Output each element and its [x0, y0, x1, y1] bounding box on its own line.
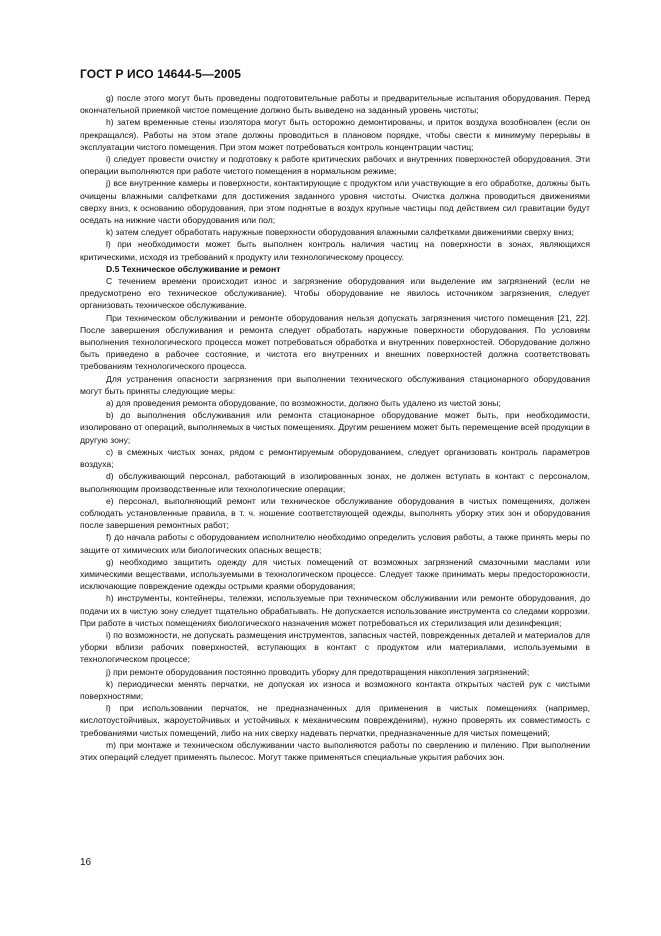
paragraph-intro-3: Для устранения опасности загрязнения при выполнении технического обслуживания стационарного оборудования могут быть приняты следующие меры: [80, 373, 590, 396]
paragraph-l: l) при необходимости может быть выполнен контроль наличия частиц на поверхности в зонах, являющихся критическими, исходя из требований к продукту или технологическому процессу. [80, 239, 590, 262]
list-item-d: d) обслуживающий персонал, работающий в изолированных зонах, не должен вступать в контакт с персоналом, выполняющим производственные или технологические операции; [80, 471, 590, 494]
list-item-a: a) для проведения ремонта оборудование, по возможности, должно быть удалено из чистой зоны; [106, 398, 501, 409]
page-number: 16 [80, 857, 92, 868]
list-item-c: c) в смежных чистых зонах, рядом с ремонтируемым оборудованием, следует организовать контроль параметров воздуха; [80, 446, 590, 470]
paragraph-intro-1: С течением времени происходит износ и загрязнение оборудования или выделение им загрязнений (если не предусмотрено его техническое обслуживание). Чтобы оборудование не явилось источником загрязнения, следует организовать техническое обслуживание. [80, 276, 590, 311]
paragraph-k: k) затем следует обработать наружные поверхности оборудования влажными салфетками движениями сверху вниз; [106, 227, 574, 238]
paragraph-i: i) следует провести очистку и подготовку к работе критических рабочих и внутренних поверхностей оборудования. Эти операции выполняются при работе чистого помещения в нормальном режиме; [80, 154, 590, 177]
list-item-h: h) инструменты, контейнеры, тележки, используемые при техническом обслуживании или ремонте оборудования, до подачи их в чистую зону следует тщательно обрабатывать. Не допускается использование инструмента со следами коррозии. При работе в чистых помещениях биологического назначения может потребоваться их стерилизация или дезинфекция; [80, 593, 590, 628]
paragraph-h: h) затем временные стены изолятора могут быть осторожно демонтированы, и приток воздуха возобновлен (если он прекращался). Работы на этом этапе должны проводиться в плановом порядке, чтобы свести к минимуму перерывы в эксплуатации чистого помещения. При этом может потребоваться контроль концентрации частиц; [80, 117, 590, 152]
paragraph-j: j) все внутренние камеры и поверхности, контактирующие с продуктом или участвующие в его обработке, должны быть очищены влажными салфетками для достижения заданного уровня чистоты. Очистка должна проводиться движениями сверху вниз, к основанию оборудования, при этом поднятые в воздух крупные частицы под действием сил гравитации будут оседать на нижние части оборудования или пол; [80, 178, 590, 226]
document-header: ГОСТ Р ИСО 14644-5—2005 [80, 67, 242, 81]
paragraph-intro-2: При техническом обслуживании и ремонте оборудования нельзя допускать загрязнения чистого помещения [21, 22]. После завершения обслуживания и ремонта следует обработать наружные поверхности оборудования. По условиям выполнения технологического процесса может потребоваться обработка и внутренних поверхностей. Оборудование должно быть приведено в рабочее состояние, и чистота его внутренних и внешних поверхностей должна соответствовать требованиям технологического процесса. [80, 312, 590, 372]
list-item-g: g) необходимо защитить одежду для чистых помещений от возможных загрязнений смазочными маслами или химическими веществами, используемыми в технологическом процессе. Следует также принимать меры предосторожности, исключающие повреждение одежды острыми краями оборудования; [80, 556, 590, 592]
list-item-f: f) до начала работы с оборудованием исполнителю необходимо определить условия работы, а также принять меры по защите от химических или биологических опасных веществ; [80, 532, 590, 555]
paragraph-g: g) после этого могут быть проведены подготовительные работы и предварительные испытания оборудования. Перед окончательной приемкой чистое помещение должно быть выведено на заданный уровень чистоты; [80, 93, 590, 116]
list-item-k: k) периодически менять перчатки, не допуская их износа и возможного контакта открытых частей рук с чистыми поверхностями; [80, 678, 590, 701]
section-heading-d5: D.5 Техническое обслуживание и ремонт [106, 263, 281, 274]
list-item-e: e) персонал, выполняющий ремонт или техническое обслуживание оборудования в чистых помещениях, должен соблюдать установленные правила, в т. ч. ношение соответствующей одежды, выполнять уборку этих зон и оборудования после завершения ремонтных работ; [80, 495, 590, 531]
list-item-l: l) при использовании перчаток, не предназначенных для применения в чистых помещениях (например, кислотоустойчивых, жароустойчивых и устойчивых к механическим повреждениям), нужно проверять их совместимость с требованиями чистых помещений, либо на них сверху надевать перчатки, предназначенные для чистых помещений; [80, 703, 590, 738]
list-item-m: m) при монтаже и техническом обслуживании часто выполняются работы по сверлению и пилению. При выполнении этих операций следует применять пылесос. Могут также применяться специальные укрытия рабочих зон. [80, 739, 590, 762]
list-item-b: b) до выполнения обслуживания или ремонта стационарное оборудование может быть, при необходимости, изолировано от операций, выполняемых в чистых помещениях. Другим решением может быть перемещение всей продукции в другую зону; [80, 410, 590, 445]
list-item-i: i) по возможности, не допускать размещения инструментов, запасных частей, поврежденных деталей и материалов для уборки вблизи рабочих поверхностей, вступающих в контакт с продуктом или материалами, используемыми в технологическом процессе; [80, 629, 590, 665]
document-body [80, 92, 590, 763]
list-item-j: j) при ремонте оборудования постоянно проводить уборку для предотвращения накопления загрязнений; [106, 666, 530, 677]
